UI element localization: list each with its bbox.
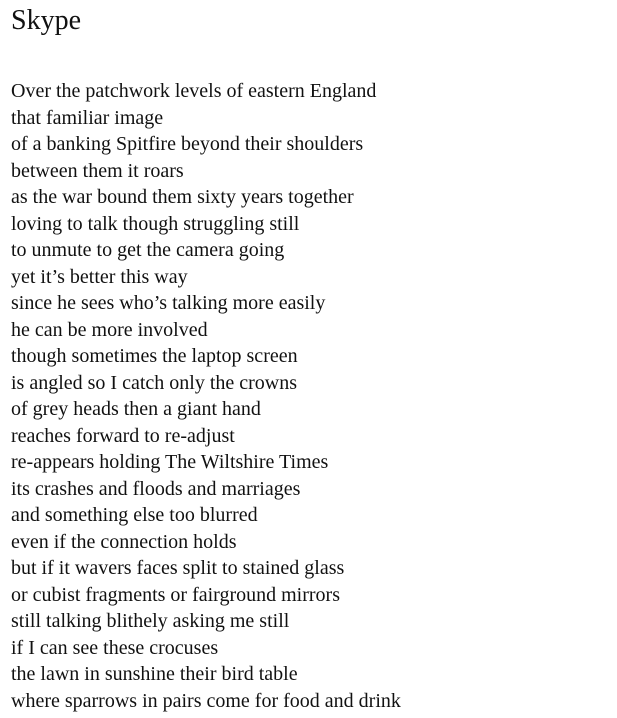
- poem-line: to unmute to get the camera going: [11, 239, 285, 261]
- poem-line: he can be more involved: [11, 318, 208, 341]
- poem-line: its crashes and floods and marriages: [11, 477, 301, 500]
- poem-body: [11, 78, 611, 714]
- poem-line: is angled so I catch only the crowns: [11, 371, 298, 394]
- poem-line: reaches forward to re-adjust: [11, 424, 235, 447]
- poem-line: of a banking Spitfire beyond their shoulders: [11, 133, 364, 155]
- poem-line: though sometimes the laptop screen: [11, 345, 298, 367]
- poem-line: still talking blithely asking me still: [11, 610, 290, 632]
- poem-line: that familiar image: [11, 106, 164, 129]
- poem-line: as the war bound them sixty years together: [11, 186, 354, 208]
- poem-line: loving to talk though struggling still: [11, 212, 300, 235]
- poem-line: even if the connection holds: [11, 530, 237, 553]
- poem-line: but if it wavers faces split to stained glass: [11, 557, 345, 579]
- poem-line: re-appears holding The Wiltshire Times: [11, 451, 329, 473]
- poem-line: Over the patchwork levels of eastern England: [11, 80, 377, 102]
- poem-line: yet it’s better this way: [11, 265, 188, 288]
- poem-line: or cubist fragments or fairground mirrors: [11, 583, 340, 606]
- poem-line: between them it roars: [11, 159, 184, 182]
- poem-line: if I can see these crocuses: [11, 636, 219, 659]
- poem-line: where sparrows in pairs come for food and drink: [11, 689, 401, 712]
- poem-line: the lawn in sunshine their bird table: [11, 663, 298, 685]
- poem-line: of grey heads then a giant hand: [11, 398, 261, 420]
- poem-line: since he sees who’s talking more easily: [11, 292, 326, 314]
- poem-line: and something else too blurred: [11, 504, 258, 526]
- poem-title: Skype: [11, 5, 81, 36]
- document-page: [11, 4, 611, 714]
